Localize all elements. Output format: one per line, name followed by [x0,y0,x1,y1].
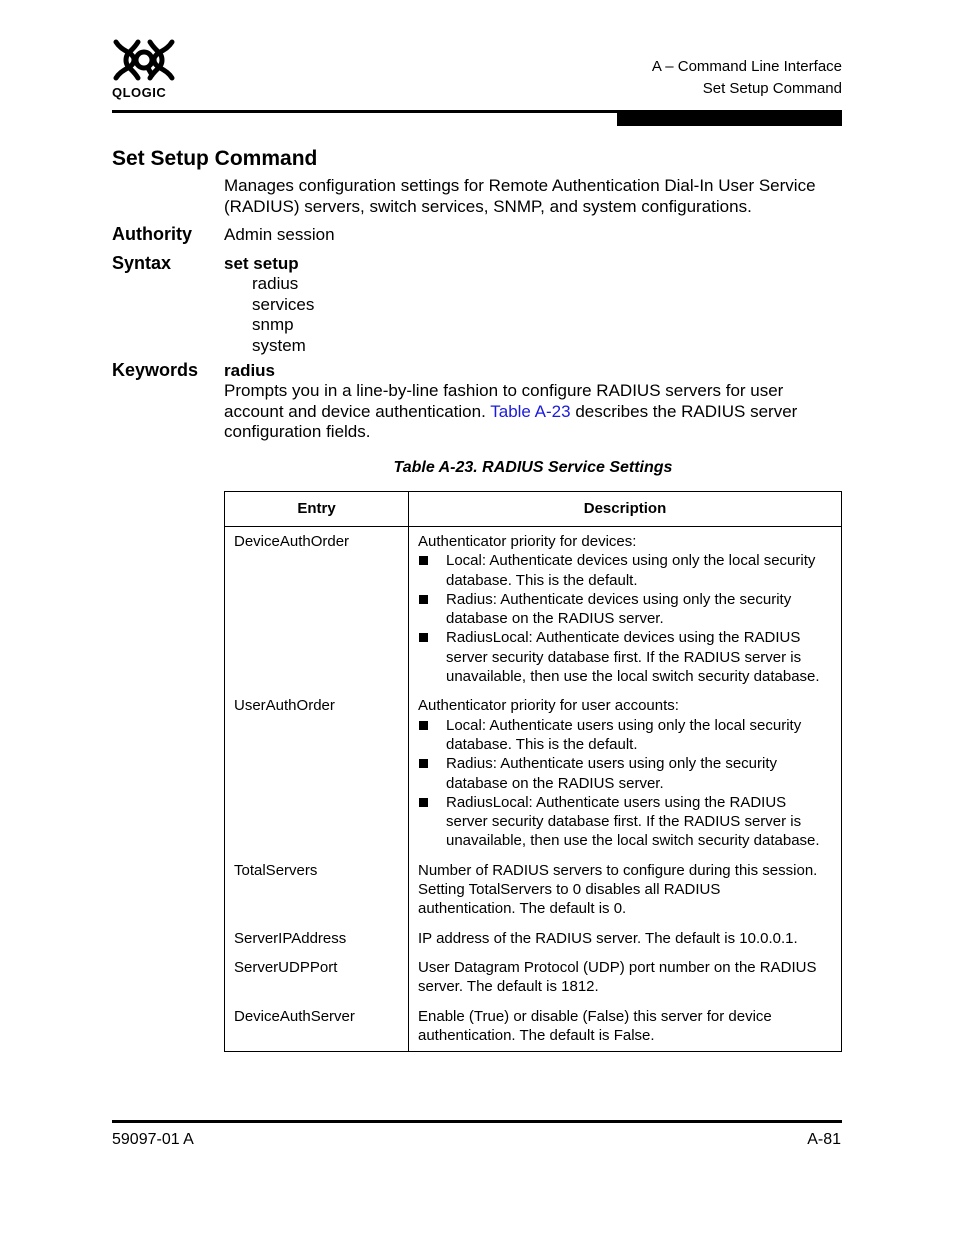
header-tab-bar [617,110,842,126]
table-row [225,929,842,958]
header-chapter: A – Command Line Interface [651,58,842,75]
bullet-text: database. This is the default. [446,571,638,589]
description-cell [409,861,842,929]
column-header-description: Description [409,492,842,527]
syntax-option: snmp [252,315,294,334]
bullet-item [418,754,835,793]
bullet-text: unavailable, then use the local switch security database. [446,832,820,850]
description-line: IP address of the RADIUS server. The default is 10.0.0.1. [418,929,798,947]
square-bullet-icon [419,721,428,730]
page-number: A-81 [807,1131,841,1148]
bullet-item [418,628,835,686]
authority-value: Admin session [224,225,335,244]
entry-cell: TotalServers [225,861,409,929]
intro-paragraph [224,176,816,217]
table-row [225,861,842,929]
bullet-text: Radius: Authenticate devices using only the security [446,590,792,608]
square-bullet-icon [419,556,428,565]
table-row [225,958,842,1007]
syntax-label: Syntax [112,253,172,273]
keywords-label: Keywords [112,360,199,380]
description-line: User Datagram Protocol (UDP) port number on the RADIUS [418,958,817,976]
square-bullet-icon [419,633,428,642]
bullet-item [418,793,835,851]
keyword-desc-text: account and device authentication. [224,401,486,421]
description-intro: Authenticator priority for user accounts: [418,697,679,715]
description-line: authentication. The default is False. [418,1026,655,1044]
entry-cell: ServerUDPPort [225,958,409,1007]
square-bullet-icon [419,595,428,604]
table-row [225,1007,842,1052]
square-bullet-icon [419,759,428,768]
radius-settings-table [224,491,842,1052]
authority-label: Authority [112,224,192,244]
keyword-radius: radius [224,361,276,380]
description-intro: Authenticator priority for devices: [418,533,637,550]
doc-number: 59097-01 A [112,1131,194,1148]
table-caption: Table A-23. RADIUS Service Settings [393,459,673,476]
description-line: Setting TotalServers to 0 disables all RADIUS [418,881,721,899]
intro-line: (RADIUS) servers, switch services, SNMP, and system configurations. [224,196,752,216]
footer-rule [112,1120,842,1123]
bullet-text: RadiusLocal: Authenticate devices using the RADIUS [446,629,801,647]
description-cell [409,1007,842,1052]
description-cell [409,929,842,958]
bullet-item [418,590,835,629]
description-line: server. The default is 1812. [418,978,599,996]
syntax-option: radius [252,274,299,293]
keyword-desc-text: describes the RADIUS server [575,401,798,421]
keyword-description [224,381,844,443]
bullet-text: server security database first. If the RADIUS server is [446,813,802,831]
page-title: Set Setup Command [112,147,318,170]
syntax-command: set setup [224,254,299,273]
keyword-desc-line: Prompts you in a line-by-line fashion to configure RADIUS servers for user [224,381,784,400]
bullet-text: Local: Authenticate users using only the local security [446,716,802,734]
description-line: Enable (True) or disable (False) this server for device [418,1007,772,1025]
bullet-text: database. This is the default. [446,735,638,753]
bullet-text: database on the RADIUS server. [446,610,664,628]
description-line: authentication. The default is 0. [418,900,627,918]
entry-cell: ServerIPAddress [225,929,409,958]
keyword-desc-line [224,402,844,423]
description-cell [409,696,842,860]
entry-cell: UserAuthOrder [225,696,409,860]
bullet-item [418,716,835,755]
table-a23-link[interactable]: Table A-23 [490,401,571,421]
description-cell [409,958,842,1007]
bullet-text: unavailable, then use the local switch security database. [446,668,820,686]
entry-cell: DeviceAuthServer [225,1007,409,1052]
entry-cell: DeviceAuthOrder [225,527,409,697]
description-cell [409,527,842,697]
intro-line: Manages configuration settings for Remote Authentication Dial-In User Service [224,176,816,195]
column-header-entry: Entry [225,492,409,527]
square-bullet-icon [419,798,428,807]
bullet-item [418,551,835,590]
header-section: Set Setup Command [702,80,842,97]
syntax-option: services [252,294,315,314]
bullet-text: server security database first. If the RADIUS server is [446,648,802,666]
description-line: Number of RADIUS servers to configure during this session. [418,861,818,879]
bullet-text: Radius: Authenticate users using only the security [446,755,778,773]
logo-wordmark: QLOGIC [112,85,167,100]
syntax-option: system [252,335,306,355]
table-header-row [225,492,842,527]
bullet-text: database on the RADIUS server. [446,774,664,792]
table-row [225,527,842,697]
syntax-options [252,274,314,356]
bullet-text: RadiusLocal: Authenticate users using the RADIUS [446,793,787,811]
bullet-text: Local: Authenticate devices using only the local security [446,552,816,570]
keyword-desc-line: configuration fields. [224,422,371,441]
table-row [225,696,842,860]
